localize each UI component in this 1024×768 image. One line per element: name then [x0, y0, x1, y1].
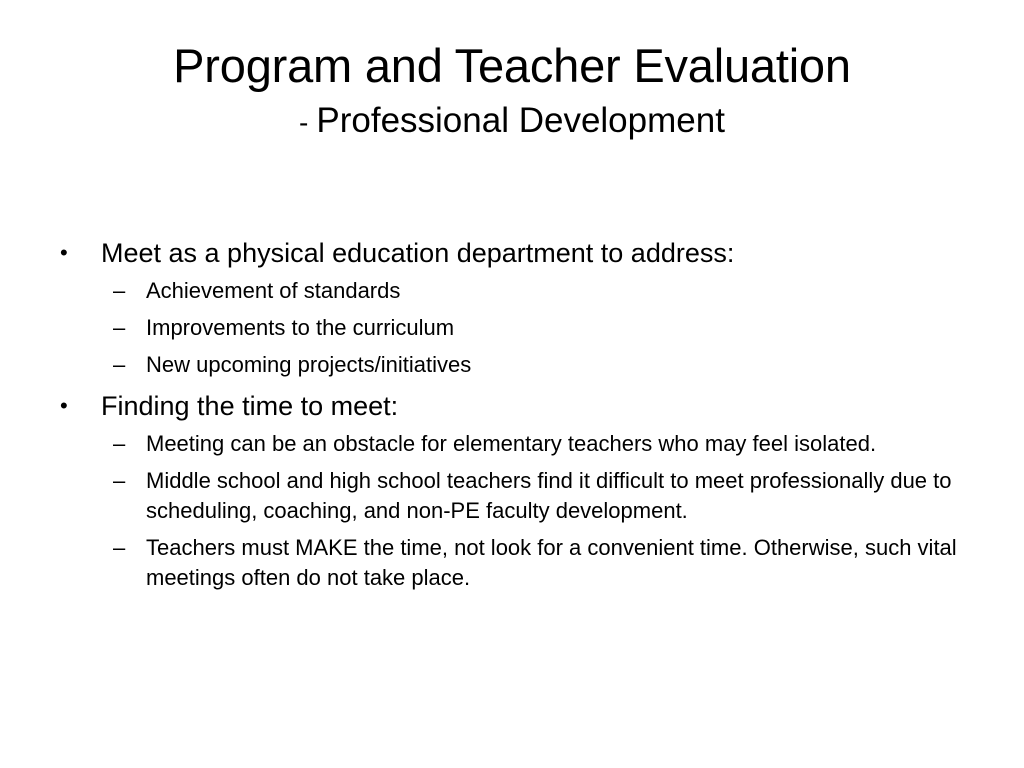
bullet-item	[58, 387, 958, 425]
sub-item	[58, 429, 958, 459]
bullet-dot-icon: •	[60, 240, 68, 265]
sub-item-text: Meeting can be an obstacle for elementary teachers who may feel isolated.	[146, 431, 877, 456]
slide-title	[0, 36, 1024, 146]
sub-item-text: Middle school and high school teachers find it difficult to meet professionally due to scheduling, coaching, and non-PE faculty development.	[146, 468, 952, 523]
dash-icon: –	[113, 315, 126, 340]
dash-icon: –	[113, 278, 126, 303]
bullet-text: Finding the time to meet:	[101, 391, 399, 421]
dash-icon: –	[113, 468, 126, 493]
slide-body	[58, 234, 958, 600]
sub-list	[58, 276, 958, 380]
dash-icon: –	[113, 352, 126, 377]
title-main: Program and Teacher Evaluation	[173, 39, 851, 92]
sub-item	[58, 350, 958, 380]
bullet-dot-icon: •	[60, 393, 68, 418]
sub-item	[58, 533, 958, 593]
bullet-text: Meet as a physical education department to address:	[101, 238, 735, 268]
sub-item-text: Achievement of standards	[146, 278, 401, 303]
dash-icon: –	[113, 431, 126, 456]
bullet-item	[58, 234, 958, 272]
sub-list	[58, 429, 958, 593]
sub-item-text: Improvements to the curriculum	[146, 315, 455, 340]
sub-item	[58, 466, 958, 526]
title-subtitle	[0, 98, 1024, 146]
sub-item	[58, 276, 958, 306]
sub-item	[58, 313, 958, 343]
dash-icon: –	[113, 535, 126, 560]
subtitle-text: Professional Development	[316, 101, 725, 140]
subtitle-dash: -	[299, 107, 309, 138]
sub-item-text: New upcoming projects/initiatives	[146, 352, 472, 377]
sub-item-text: Teachers must MAKE the time, not look for a convenient time. Otherwise, such vital meetings often do not take place.	[146, 535, 957, 590]
